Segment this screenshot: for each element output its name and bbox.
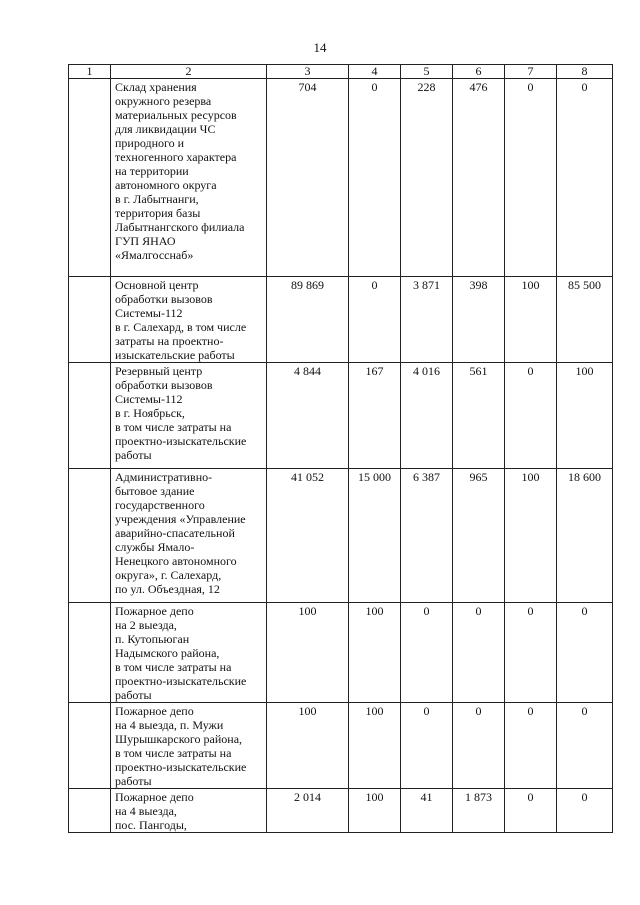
row-index-cell [69, 603, 111, 703]
value-cell: 0 [557, 789, 613, 833]
column-header: 6 [453, 65, 505, 79]
value-cell: 100 [267, 703, 349, 789]
value-cell: 398 [453, 277, 505, 363]
budget-table [68, 64, 613, 833]
column-header: 8 [557, 65, 613, 79]
value-cell: 41 [401, 789, 453, 833]
value-cell: 1 873 [453, 789, 505, 833]
value-cell: 100 [557, 363, 613, 469]
table-row [69, 603, 613, 703]
value-cell: 2 014 [267, 789, 349, 833]
value-cell: 228 [401, 79, 453, 277]
table-row [69, 277, 613, 363]
value-cell: 100 [349, 603, 401, 703]
row-index-cell [69, 79, 111, 277]
value-cell: 0 [453, 703, 505, 789]
table-row [69, 363, 613, 469]
object-name-cell: Пожарное депо на 2 выезда, п. Кутопьюган Надымского района, в том числе затраты на проектно-изыскательские работы [111, 603, 267, 703]
value-cell: 100 [505, 277, 557, 363]
value-cell: 3 871 [401, 277, 453, 363]
row-index-cell [69, 363, 111, 469]
object-name-cell: Склад хранения окружного резерва материальных ресурсов для ликвидации ЧС природного и техногенного характера на территории автономного округа в г. Лабытнанги, территория базы Лабытнангского филиала ГУП ЯНАО «Ямалгосснаб» [111, 79, 267, 277]
value-cell: 100 [267, 603, 349, 703]
value-cell: 18 600 [557, 469, 613, 603]
row-index-cell [69, 277, 111, 363]
value-cell: 0 [557, 603, 613, 703]
table-row [69, 469, 613, 603]
value-cell: 0 [401, 703, 453, 789]
value-cell: 0 [453, 603, 505, 703]
value-cell: 85 500 [557, 277, 613, 363]
table-row [69, 79, 613, 277]
value-cell: 0 [505, 789, 557, 833]
value-cell: 0 [349, 79, 401, 277]
value-cell: 89 869 [267, 277, 349, 363]
value-cell: 4 016 [401, 363, 453, 469]
value-cell: 0 [505, 363, 557, 469]
row-index-cell [69, 703, 111, 789]
value-cell: 0 [505, 79, 557, 277]
value-cell: 704 [267, 79, 349, 277]
object-name-cell: Основной центр обработки вызовов Системы-112 в г. Салехард, в том числе затраты на проектно- изыскательские работы [111, 277, 267, 363]
table-row [69, 703, 613, 789]
value-cell: 561 [453, 363, 505, 469]
value-cell: 41 052 [267, 469, 349, 603]
value-cell: 100 [349, 703, 401, 789]
object-name-cell: Резервный центр обработки вызовов Системы-112 в г. Ноябрьск, в том числе затраты на проектно-изыскательские работы [111, 363, 267, 469]
column-number-row [69, 65, 613, 79]
object-name-cell: Административно- бытовое здание государственного учреждения «Управление аварийно-спасательной службы Ямало- Ненецкого автономного округа», г. Салехард, по ул. Объездная, 12 [111, 469, 267, 603]
column-header: 5 [401, 65, 453, 79]
object-name-cell: Пожарное депо на 4 выезда, п. Мужи Шурышкарского района, в том числе затраты на проектно-изыскательские работы [111, 703, 267, 789]
value-cell: 0 [505, 703, 557, 789]
value-cell: 15 000 [349, 469, 401, 603]
value-cell: 167 [349, 363, 401, 469]
value-cell: 0 [401, 603, 453, 703]
value-cell: 100 [505, 469, 557, 603]
value-cell: 6 387 [401, 469, 453, 603]
object-name-cell: Пожарное депо на 4 выезда, пос. Пангоды, [111, 789, 267, 833]
value-cell: 0 [557, 703, 613, 789]
column-header: 1 [69, 65, 111, 79]
value-cell: 0 [349, 277, 401, 363]
table-row [69, 789, 613, 833]
column-header: 3 [267, 65, 349, 79]
row-index-cell [69, 469, 111, 603]
column-header: 7 [505, 65, 557, 79]
value-cell: 4 844 [267, 363, 349, 469]
value-cell: 0 [505, 603, 557, 703]
value-cell: 0 [557, 79, 613, 277]
value-cell: 965 [453, 469, 505, 603]
column-header: 2 [111, 65, 267, 79]
value-cell: 100 [349, 789, 401, 833]
page-number: 14 [313, 40, 327, 55]
column-header: 4 [349, 65, 401, 79]
value-cell: 476 [453, 79, 505, 277]
row-index-cell [69, 789, 111, 833]
